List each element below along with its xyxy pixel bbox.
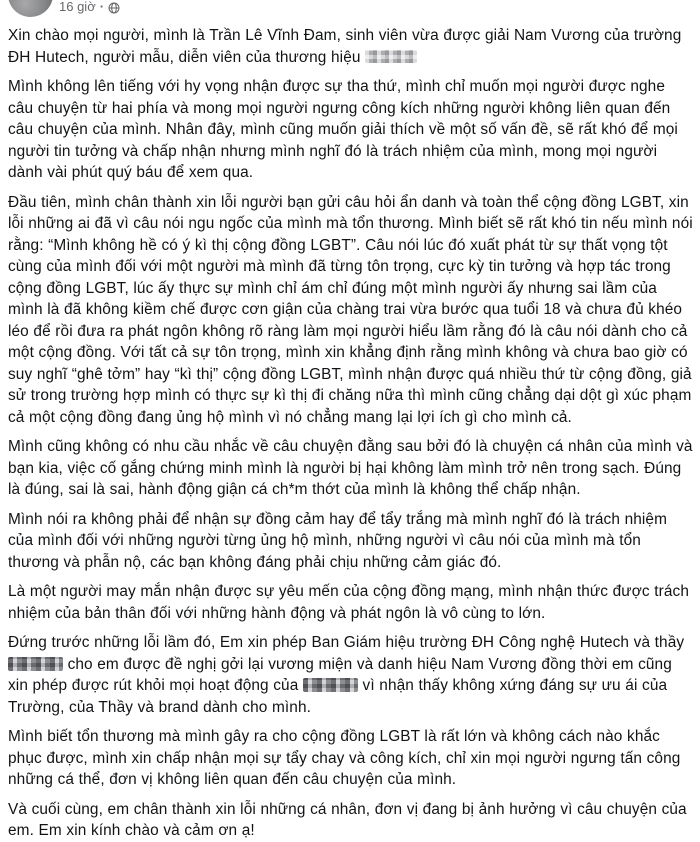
post-body [0,19,700,842]
post-meta [59,0,120,15]
paragraph-responsibility: Mình nói ra không phải để nhận sự đồng cảm hay để tẩy trắng mà mình nghĩ đó là trách nhiệm của mình đối với những người từng ủng hộ mình, những người vì câu nói của mình mà tổn thương và phẫn nộ, các bạn không đáng phải chịu những cảm giác đó. [8,510,667,571]
paragraph-text: cho em được đề nghị gởi lại vương miện và danh hiệu Nam Vương đồng thời em cũng xin phép được rút khỏi mọi hoạt động của [8,655,672,694]
paragraph-personal-story: Mình cũng không có nhu cầu nhắc về câu chuyện đằng sau bởi đó là chuyện cá nhân của mình và bạn kia, việc cố gắng chứng minh mình là người bị hại không làm mình trở nên trong sạch. Đúng là đúng, sai là sai, hành động giận cá ch*m thớt của mình là không thể chấp nhận. [8,438,693,498]
paragraph-text: vì nhận thấy không xứng đáng sự ưu ái của Trường, của Thầy và brand dành cho mình. [8,677,668,716]
post-header [0,0,700,19]
paragraph-intro [8,25,693,68]
avatar[interactable] [8,0,53,17]
paragraph-text: Xin chào mọi người, mình là Trần Lê Vĩnh Đam, sinh viên vừa được giải Nam Vương của trường ĐH Hutech, người mẫu, diễn viên của thương hiệu [8,27,682,66]
paragraph-closing: Và cuối cùng, em chân thành xin lỗi những cá nhân, đơn vị đang bị ảnh hưởng vì câu chuyện của em. Em xin kính chào và cảm ơn ạ! [8,800,687,839]
redacted-teacher-name [8,657,63,671]
redacted-organization-name [303,678,358,692]
privacy-globe-icon [108,2,120,14]
paragraph-text: Đứng trước những lỗi lầm đó, Em xin phép Ban Giám hiệu trường ĐH Công nghệ Hutech và thầy [8,634,685,651]
paragraph-awareness: Là một người may mắn nhận được sự yêu mến của cộng đồng mạng, mình nhận thức được trách nhiệm của bản thân đối với những hành động và phát ngôn là vô cùng to lớn. [8,583,689,622]
paragraph-acceptance: Mình biết tổn thương mà mình gây ra cho cộng đồng LGBT là rất lớn và không cách nào khắc phục được, mình xin chấp nhận mọi sự tẩy chay và công kích, chỉ xin mọi người ngưng tấn công những cá thể, đơn vị không liên quan đến câu chuyện của mình. [8,728,681,788]
paragraph-apology-lgbt: Đầu tiên, mình chân thành xin lỗi người bạn gửi câu hỏi ẩn danh và toàn thể cộng đồng LGBT, xin lỗi những ai đã vì câu nói ngu ngốc của mình mà tổn thương. Mình biết sẽ rất khó tin nếu mình nói rằng: “Mình không hề có ý kì thị cộng đồng LGBT”. Câu nói lúc đó xuất phát từ sự thất vọng tột cùng của mình đối với một người mà mình đã từng tôn trọng, cực kỳ tin tưởng và hợp tác trong cộng đồng LGBT, lúc ấy thực sự mình chỉ ám chỉ đúng một mình người ấy nhưng sai lầm của mình là đã không kiềm chế được cơn giận của chàng trai vừa bước qua tuổi 18 và chưa đủ khéo léo để rồi đưa ra phát ngôn không rõ ràng làm mọi người hiểu lầm rằng đó là câu nói dành cho cả một cộng đồng. Với tất cả sự tôn trọng, mình xin khẳng định rằng mình không và chưa bao giờ có suy nghĩ “ghê tởm” hay “kì thị” cộng đồng LGBT, mình nhận được quá nhiều thứ từ cộng đồng, giả sử trong trường hợp mình có thực sự kì thị đi chăng nữa thì mình cũng chẳng dại dột gì xúc phạm cả một cộng đồng đang ủng hộ mình vì nó chẳng mang lại lợi ích gì cho mình cả. [8,193,693,426]
meta-separator: · [99,0,105,14]
redacted-brand-name [365,50,417,63]
post-timestamp[interactable]: 16 giờ [59,0,96,14]
paragraph-resignation [8,632,693,718]
paragraph-purpose: Mình không lên tiếng với hy vọng nhận được sự tha thứ, mình chỉ muốn mọi người được nghe câu chuyện từ hai phía và mong mọi người ngưng công kích những người không liên quan đến câu chuyện của mình. Nhân đây, mình cũng muốn giải thích về một số vấn đề, sẽ rất khó để mọi người tin tưởng và chấp nhận nhưng mình nghĩ đó là trách nhiệm của mình, mong mọi người dành vài phút quý báu để xem qua. [8,78,678,181]
